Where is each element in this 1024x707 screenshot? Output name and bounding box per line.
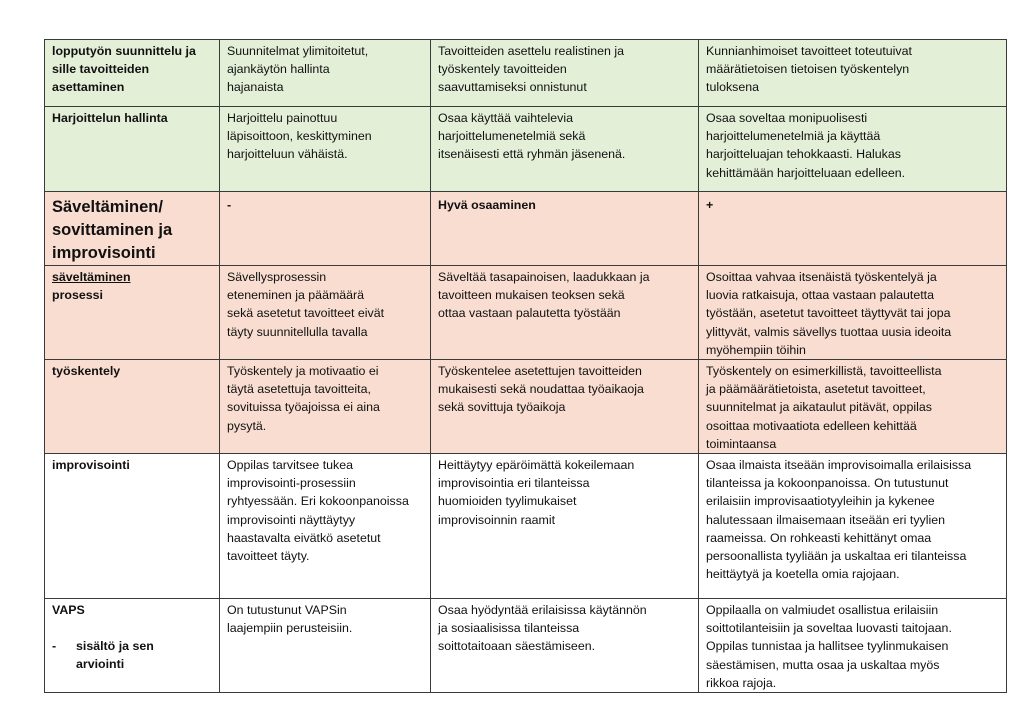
criteria-minus-text: Oppilas tarvitsee tukea improvisointi-prosessiin ryhtyessään. Eri kokoonpanoissa improvisointi näyttäytyy haastavalta eivätkö asetetut tavoitteet täyty. bbox=[227, 458, 409, 564]
row-label: Harjoittelun hallinta bbox=[52, 111, 168, 125]
bullet-dash: - bbox=[52, 639, 57, 654]
section-title-cell bbox=[45, 192, 220, 266]
vaps-bullet-item bbox=[52, 637, 213, 673]
criteria-good-cell bbox=[431, 454, 699, 599]
criteria-good-text: Tavoitteiden asettelu realistinen ja työskentely tavoitteiden saavuttamiseksi onnistunut bbox=[438, 44, 624, 95]
row-label-cell bbox=[45, 107, 220, 192]
criteria-plus-text: Osaa ilmaista itseään improvisoimalla erilaisissa tilanteissa ja kokoonpanoissa. On tutustunut erilaisiin improvisaatiotyyleihin ja kykenee halutessaan ilmaisemaan itseään eri tyylien raameissa. On rohkeasti kehittänyt omaa persoonallista tyyliään ja uskaltaa eri tilanteissa heittäytyä ja koetella omia rajojaan. bbox=[706, 458, 972, 582]
criteria-plus-cell bbox=[699, 599, 1007, 693]
table-row-improvising bbox=[45, 454, 1007, 599]
criteria-good-text: Osaa käyttää vaihtelevia harjoittelumenetelmiä sekä itsenäisesti että ryhmän jäsenenä. bbox=[438, 111, 626, 162]
row-label-cell bbox=[45, 266, 220, 360]
criteria-good-cell bbox=[431, 599, 699, 693]
level-plus-heading: + bbox=[706, 198, 714, 212]
criteria-minus-text: Suunnitelmat ylimitoitetut, ajankäytön hallinta hajanaista bbox=[227, 44, 369, 95]
table-row-working bbox=[45, 360, 1007, 454]
table-row-final-work-planning bbox=[45, 40, 1007, 107]
criteria-minus-cell bbox=[220, 40, 431, 107]
row-label: työskentely bbox=[52, 364, 121, 379]
criteria-plus-cell bbox=[699, 266, 1007, 360]
criteria-good-text: Säveltää tasapainoisen, laadukkaan ja tavoitteen mukaisen teoksen sekä ottaa vastaan palautetta työstään bbox=[438, 270, 650, 321]
row-label-cell bbox=[45, 454, 220, 599]
criteria-good-cell bbox=[431, 40, 699, 107]
row-label: lopputyön suunnittelu ja sille tavoitteiden asettaminen bbox=[52, 44, 196, 95]
assessment-table bbox=[44, 39, 1007, 693]
criteria-plus-text: Työskentely on esimerkillistä, tavoitteellista ja päämäärätietoista, asetetut tavoitteet, suunnitelmat ja aikataulut pitävät, oppilas osoittaa motivaatiota edelleen kehittää toimintaansa bbox=[706, 364, 942, 451]
level-good-heading: Hyvä osaaminen bbox=[438, 198, 536, 212]
criteria-minus-text: Työskentely ja motivaatio ei täytä asetettuja tavoitteita, sovituissa työajoissa ei aina pysytä. bbox=[227, 364, 380, 433]
criteria-minus-cell bbox=[220, 266, 431, 360]
level-plus-cell bbox=[699, 192, 1007, 266]
row-label-cell bbox=[45, 599, 220, 693]
criteria-good-cell bbox=[431, 107, 699, 192]
criteria-minus-cell bbox=[220, 107, 431, 192]
section-title: Säveltäminen/ sovittaminen ja improvisointi bbox=[52, 198, 173, 262]
row-label-cell bbox=[45, 360, 220, 454]
criteria-good-text: Heittäytyy epäröimättä kokeilemaan improvisointia eri tilanteissa huomioiden tyylimukaiset improvisoinnin raamit bbox=[438, 458, 635, 527]
criteria-good-text: Työskentelee asetettujen tavoitteiden mukaisesti sekä noudattaa työaikaoja sekä sovittuja työaikoja bbox=[438, 364, 644, 415]
criteria-plus-text: Osoittaa vahvaa itsenäistä työskentelyä ja luovia ratkaisuja, ottaa vastaan palautetta työstään, asetetut tavoitteet täyttyvät tai jopa ylittyvät, valmis sävellys tuottaa uusia ideoita myöhempiin töihin bbox=[706, 270, 952, 357]
criteria-good-cell bbox=[431, 360, 699, 454]
criteria-minus-text: Harjoittelu painottuu läpisoittoon, keskittyminen harjoitteluun vähäistä. bbox=[227, 111, 372, 162]
criteria-plus-text: Osaa soveltaa monipuolisesti harjoittelumenetelmiä ja käyttää harjoitteluajan tehokkaasti. Halukas kehittämään harjoitteluaan edelleen. bbox=[706, 111, 906, 180]
criteria-minus-text: Sävellysprosessin eteneminen ja päämäärä sekä asetetut tavoitteet eivät täyty suunnitellulla tavalla bbox=[227, 270, 385, 339]
table-row-practice-management bbox=[45, 107, 1007, 192]
criteria-plus-cell bbox=[699, 40, 1007, 107]
criteria-minus-cell bbox=[220, 599, 431, 693]
criteria-plus-cell bbox=[699, 360, 1007, 454]
criteria-good-text: Osaa hyödyntää erilaisissa käytännön ja sosiaalisissa tilanteissa soittotaitoaan säestämiseen. bbox=[438, 603, 647, 654]
row-label-vaps: VAPS bbox=[52, 603, 85, 618]
criteria-good-cell bbox=[431, 266, 699, 360]
criteria-minus-cell bbox=[220, 454, 431, 599]
row-label-composing: säveltäminen bbox=[52, 270, 131, 284]
criteria-plus-text: Kunnianhimoiset tavoitteet toteutuivat määrätietoisen tietoisen työskentelyn tuloksena bbox=[706, 44, 912, 95]
table-row-vaps bbox=[45, 599, 1007, 693]
criteria-plus-text: Oppilaalla on valmiudet osallistua erilaisiin soittotilanteisiin ja soveltaa luovasti taitojaan. Oppilas tunnistaa ja hallitsee tyylinmukaisen säestämisen, mutta osaa ja uskaltaa myös rikkoa rajoja. bbox=[706, 603, 952, 690]
row-label: improvisointi bbox=[52, 458, 130, 473]
criteria-plus-cell bbox=[699, 107, 1007, 192]
criteria-minus-cell bbox=[220, 360, 431, 454]
section-header-row bbox=[45, 192, 1007, 266]
criteria-plus-cell bbox=[699, 454, 1007, 599]
criteria-minus-text: On tutustunut VAPSin laajempiin perusteisiin. bbox=[227, 603, 353, 636]
bullet-text: sisältö ja sen arviointi bbox=[76, 639, 154, 672]
level-minus-heading: - bbox=[227, 198, 232, 212]
level-minus-cell bbox=[220, 192, 431, 266]
row-label-process: prosessi bbox=[52, 288, 103, 303]
level-good-cell bbox=[431, 192, 699, 266]
table-row-composing-process bbox=[45, 266, 1007, 360]
row-label-cell bbox=[45, 40, 220, 107]
